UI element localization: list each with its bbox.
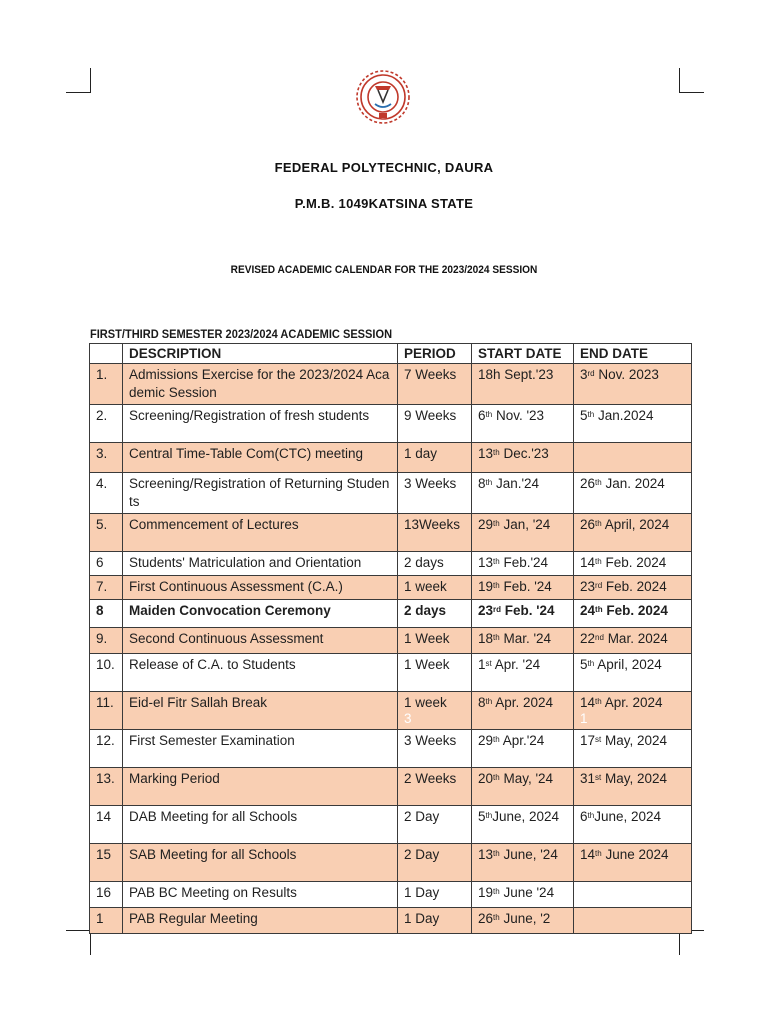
cell-number: 1. <box>90 364 123 405</box>
cell-end-date: 5th Jan.2024 <box>574 405 692 443</box>
cell-period: 9 Weeks <box>398 405 472 443</box>
cell-end-date: 14th June 2024 <box>574 844 692 882</box>
cell-number: 12. <box>90 730 123 768</box>
cell-number: 3. <box>90 443 123 473</box>
table-row <box>90 600 692 628</box>
cell-number: 2. <box>90 405 123 443</box>
cell-description: Screening/Registration of fresh students <box>123 405 398 443</box>
cell-end-date: 26th Jan. 2024 <box>574 473 692 514</box>
cell-description: First Continuous Assessment (C.A.) <box>123 576 398 600</box>
cell-end-date: 24th Feb. 2024 <box>574 600 692 628</box>
academic-calendar-table <box>89 343 692 934</box>
cell-period: 1 Week <box>398 628 472 654</box>
table-row <box>90 844 692 882</box>
cell-number: 6 <box>90 552 123 576</box>
cell-end-date <box>574 908 692 934</box>
cell-number: 9. <box>90 628 123 654</box>
cell-period: 1 day <box>398 443 472 473</box>
table-row <box>90 514 692 552</box>
cell-start-date: 1st Apr. '24 <box>472 654 574 692</box>
cell-end-date: 17st May, 2024 <box>574 730 692 768</box>
cell-description: Release of C.A. to Students <box>123 654 398 692</box>
cell-description: Marking Period <box>123 768 398 806</box>
cell-start-date: 13th Dec.'23 <box>472 443 574 473</box>
table-row <box>90 576 692 600</box>
cell-number: 7. <box>90 576 123 600</box>
cell-start-date: 23rd Feb. '24 <box>472 600 574 628</box>
cell-description: Commencement of Lectures <box>123 514 398 552</box>
cell-period: 13Weeks <box>398 514 472 552</box>
table-row <box>90 552 692 576</box>
table-row <box>90 443 692 473</box>
column-header-number <box>90 344 123 364</box>
cell-start-date: 29th Apr.'24 <box>472 730 574 768</box>
table-row <box>90 405 692 443</box>
cell-period: 2 days <box>398 552 472 576</box>
faint-end-digit: 1 <box>580 711 588 726</box>
faint-period-digit: 3 <box>404 711 412 726</box>
cell-end-date: 14th Feb. 2024 <box>574 552 692 576</box>
section-title: FIRST/THIRD SEMESTER 2023/2024 ACADEMIC SESSION <box>90 327 393 341</box>
cell-start-date: 26th June, '2 <box>472 908 574 934</box>
cell-period: 7 Weeks <box>398 364 472 405</box>
cell-start-date: 8th Apr. 2024 <box>472 692 574 730</box>
cell-start-date: 29th Jan, '24 <box>472 514 574 552</box>
cell-number: 1 <box>90 908 123 934</box>
cell-period: 1 week <box>398 576 472 600</box>
table-row <box>90 628 692 654</box>
cell-description: Eid-el Fitr Sallah Break <box>123 692 398 730</box>
cell-start-date: 20th May, '24 <box>472 768 574 806</box>
cell-start-date: 5thJune, 2024 <box>472 806 574 844</box>
cell-end-date: 5th April, 2024 <box>574 654 692 692</box>
institution-address: P.M.B. 1049KATSINA STATE <box>294 196 474 211</box>
table-row <box>90 473 692 514</box>
cell-period: 2 days <box>398 600 472 628</box>
cell-number: 15 <box>90 844 123 882</box>
cell-start-date: 13th June, '24 <box>472 844 574 882</box>
cell-number: 10. <box>90 654 123 692</box>
cell-period: 1 Day <box>398 908 472 934</box>
cell-end-date <box>574 443 692 473</box>
table-row <box>90 908 692 934</box>
cell-description: Students' Matriculation and Orientation <box>123 552 398 576</box>
cell-end-date: 26th April, 2024 <box>574 514 692 552</box>
crop-mark-top-right <box>679 68 704 93</box>
cell-description: Maiden Convocation Ceremony <box>123 600 398 628</box>
cell-start-date: 19th Feb. '24 <box>472 576 574 600</box>
table-row <box>90 364 692 405</box>
cell-description: First Semester Examination <box>123 730 398 768</box>
cell-period: 2 Day <box>398 844 472 882</box>
cell-start-date: 8th Jan.'24 <box>472 473 574 514</box>
polytechnic-crest-logo <box>345 66 421 128</box>
table-row <box>90 882 692 908</box>
cell-end-date: 23rd Feb. 2024 <box>574 576 692 600</box>
cell-period: 3 Weeks <box>398 730 472 768</box>
cell-description: DAB Meeting for all Schools <box>123 806 398 844</box>
table-row <box>90 654 692 692</box>
document-title: REVISED ACADEMIC CALENDAR FOR THE 2023/2024 SESSION <box>230 264 538 276</box>
crop-mark-bottom-left <box>66 930 91 955</box>
cell-description: Admissions Exercise for the 2023/2024 Academic Session <box>123 364 398 405</box>
cell-number: 14 <box>90 806 123 844</box>
cell-number: 8 <box>90 600 123 628</box>
cell-description: PAB Regular Meeting <box>123 908 398 934</box>
crop-mark-top-left <box>66 68 91 93</box>
cell-description: SAB Meeting for all Schools <box>123 844 398 882</box>
column-header-end-date: END DATE <box>574 344 692 364</box>
cell-end-date <box>574 882 692 908</box>
cell-end-date: 22nd Mar. 2024 <box>574 628 692 654</box>
cell-number: 5. <box>90 514 123 552</box>
table-row <box>90 692 692 730</box>
cell-period: 1 Week <box>398 654 472 692</box>
cell-number: 11. <box>90 692 123 730</box>
cell-period: 3 Weeks <box>398 473 472 514</box>
cell-end-date: 14th Apr. 2024 1 <box>574 692 692 730</box>
cell-end-date: 3rd Nov. 2023 <box>574 364 692 405</box>
table-header-row <box>90 344 692 364</box>
cell-number: 4. <box>90 473 123 514</box>
column-header-description: DESCRIPTION <box>123 344 398 364</box>
column-header-start-date: START DATE <box>472 344 574 364</box>
cell-period: 1 week 3 <box>398 692 472 730</box>
column-header-period: PERIOD <box>398 344 472 364</box>
cell-end-date: 31st May, 2024 <box>574 768 692 806</box>
cell-period: 2 Weeks <box>398 768 472 806</box>
table-row <box>90 806 692 844</box>
cell-period: 2 Day <box>398 806 472 844</box>
cell-period: 1 Day <box>398 882 472 908</box>
cell-start-date: 18h Sept.'23 <box>472 364 574 405</box>
cell-number: 13. <box>90 768 123 806</box>
cell-start-date: 6th Nov. '23 <box>472 405 574 443</box>
cell-end-date: 6thJune, 2024 <box>574 806 692 844</box>
cell-description: Screening/Registration of Returning Students <box>123 473 398 514</box>
cell-start-date: 13th Feb.'24 <box>472 552 574 576</box>
cell-start-date: 18th Mar. '24 <box>472 628 574 654</box>
cell-description: Central Time-Table Com(CTC) meeting <box>123 443 398 473</box>
cell-description: Second Continuous Assessment <box>123 628 398 654</box>
table-row <box>90 730 692 768</box>
institution-name: FEDERAL POLYTECHNIC, DAURA <box>274 160 494 175</box>
cell-start-date: 19th June '24 <box>472 882 574 908</box>
table-row <box>90 768 692 806</box>
cell-number: 16 <box>90 882 123 908</box>
cell-description: PAB BC Meeting on Results <box>123 882 398 908</box>
